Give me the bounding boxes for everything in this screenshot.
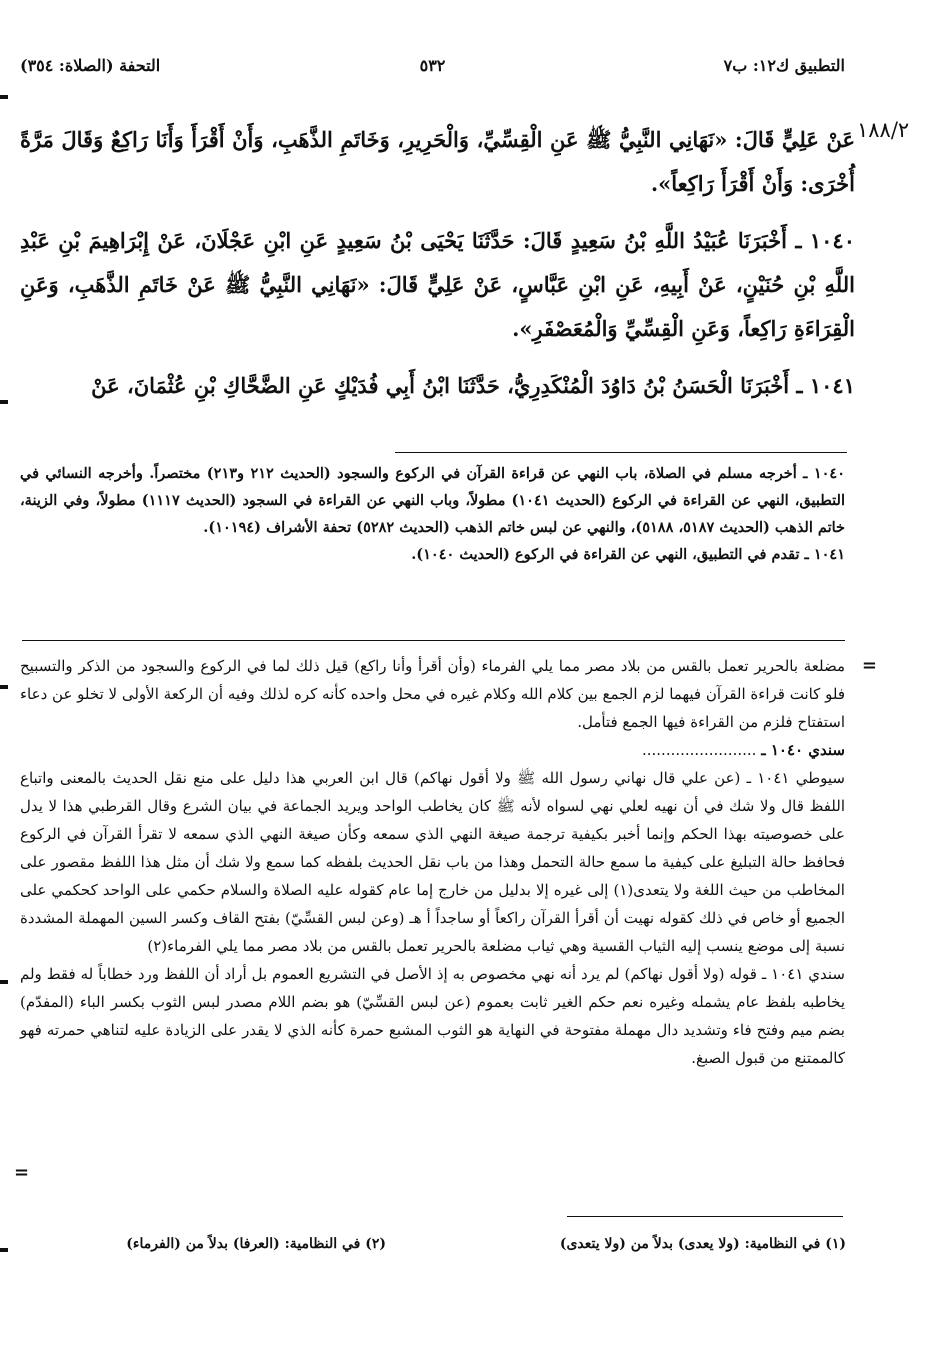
commentary-section [20,652,845,1072]
footnote-1041: ١٠٤١ ـ تقدم في التطبيق، النهي عن القراءة في الركوع (الحديث ١٠٤٠). [411,546,845,563]
continuation-mark: = [861,655,877,676]
textual-notes [20,1236,846,1262]
binding-mark [0,980,8,984]
page-header [20,56,845,86]
binding-mark [0,685,8,689]
divider-notes [567,1216,843,1217]
commentary-sindi-1040 [20,736,845,764]
paragraph-hadith-188: عَنْ عَلِيٍّ قَالَ: «نَهَانِي النَّبِيُّ ﷺ عَنِ الْقِسِّيِّ، وَالْحَرِيرِ، وَخَاتَمِ الذَّهَبِ، وَأَنْ أَقْرَأَ وَأَنَا رَاكِعٌ وَقَالَ مَرَّةً أُخْرَى: وَأَنْ أَقْرَأَ رَاكِعاً». [20,127,855,196]
note-2: (٢) في النظامية: (العرفا) بدلاً من (الفرماء) [126,1236,386,1252]
header-reference: التحفة (الصلاة: ٣٥٤) [20,56,161,75]
commentary-continued: مضلعة بالحرير تعمل بالقس من بلاد مصر مما يلي الفرماء (وأن أقرأ وأنا راكع) قيل ذلك لما في الركوع والسجود من الذكر والتسبيح فلو كانت قراءة القرآن فيهما لزم الجمع بين كلام الله وكلام غيره في محل واحده كأنه كره لذلك وفيه أن الركعة الأولى لا تخلو عن دعاء استفتاح فلزم من القراءة فيها الجمع فتأمل. [20,657,845,731]
binding-mark [0,1248,8,1252]
continuation-mark-bottom: = [14,1162,30,1183]
divider-footnotes [395,452,847,453]
commentary-sindi-1041: سندي ١٠٤١ ـ قوله (ولا أقول نهاكم) لم يرد أنه نهي مخصوص به إذ الأصل في التشريع العموم بل أراد أن اللفظ ورد خطاباً له فقط ولم يخاطبه بلفظ عام يشمله وغيره نعم حكم الغير ثابت بعموم (عن لبس القسِّيّ) هو بضم اللام مصدر لبس الثوب بكسر الباء (المفدّم) بضم ميم وفتح فاء وتشديد دال مهملة مفتوحة في النهاية هو الثوب المشبع حمرة كأنه الذي لا يقدر على الزيادة عليه لتناهي حمرته فهو كالممتنع من قبول الصبغ. [20,965,845,1067]
main-text [20,118,855,421]
commentary-suyuti-1041: سيوطي ١٠٤١ ـ (عن علي قال نهاني رسول الله ﷺ ولا أقول نهاكم) قال ابن العربي هذا دليل على منع نقل الحديث بالمعنى واتباع اللفظ قال ولا شك في أن نهيه لعلي نهي لسواه لأنه ﷺ كان يخاطب الواحد ويريد الجماعة في بيان الشرع وقال القرطبي هذا لا يدل على خصوصيته بهذا الحكم وإنما أخبر بكيفية ترجمة صيغة النهي الذي سمعه وكأن صيغة النهي الذي سمعه لا تقرأ القرآن في الركوع فحافظ حالة التبليغ على كيفية ما سمع حالة التحمل وهذا من باب نقل الحديث بلفظه كما سمع ولا شك أن مثل هذا اللفظ مقصور على المخاطب من حيث اللغة ولا يتعدى(١) إلى غيره إلا بدليل من خارج إما عام كقوله عليه الصلاة والسلام حكمي على الواحد كحكمي على الجميع أو خاص في ذلك كقوله نهيت أن أقرأ القرآن راكعاً أو ساجداً أ هـ (وعن لبس القسِّيّ) بفتح القاف وكسر السين المهملة المشددة نسبة إلى موضع ينسب إليه الثياب القسية وهي ثياب مضلعة بالحرير تعمل بالقس من بلاد مصر مما يلي الفرماء(٢) [20,769,845,955]
paragraph-hadith-1040: ١٠٤٠ ـ أَخْبَرَنَا عُبَيْدُ اللَّهِ بْنُ سَعِيدٍ قَالَ: حَدَّثَنَا يَحْيَى بْنُ سَعِيدٍ عَنِ ابْنِ عَجْلَانَ، عَنْ إِبْرَاهِيمَ بْنِ عَبْدِ اللَّهِ بْنِ حُنَيْنٍ، عَنْ أَبِيهِ، عَنِ ابْنِ عَبَّاسٍ، عَنْ عَلِيٍّ قَالَ: «نَهَانِي النَّبِيُّ ﷺ عَنْ خَاتَمِ الذَّهَبِ، وَعَنِ الْقِرَاءَةِ رَاكِعاً، وَعَنِ الْقِسِّيِّ وَالْمُعَصْفَرِ». [20,228,855,341]
page-number: ٥٣٢ [419,56,446,75]
dotted-leader: ........................ [641,741,757,759]
note-1: (١) في النظامية: (ولا يعدى) بدلاً من (ولا يتعدى) [559,1236,846,1252]
takhrij-footnotes [20,460,845,568]
binding-mark [0,95,8,99]
header-chapter: التطبيق ك١٢: ب٧ [723,56,845,75]
sindi-1040-label: سندي ١٠٤٠ ـ [761,741,845,759]
hadith-number: ١٨٨/٢ [857,118,910,142]
binding-mark [0,400,8,404]
paragraph-hadith-1041: ١٠٤١ ـ أَخْبَرَنَا الْحَسَنُ بْنُ دَاوُدَ الْمُنْكَدِرِيُّ، حَدَّثَنَا ابْنُ أَبِي فُدَيْكٍ عَنِ الضَّحَّاكِ بْنِ عُثْمَانَ، عَنْ [91,373,855,398]
divider-commentary [22,640,845,641]
footnote-1040: ١٠٤٠ ـ أخرجه مسلم في الصلاة، باب النهي عن قراءة القرآن في الركوع والسجود (الحديث ٢١٢ و٢١٣) مختصراً. وأخرجه النسائي في التطبيق، النهي عن القراءة في الركوع (الحديث ١٠٤١) مطولاً، وباب النهي عن القراءة في السجود (الحديث ١١١٧) مطولاً، وفي الزينة، خاتم الذهب (الحديث ٥١٨٧، ٥١٨٨)، والنهي عن لبس خاتم الذهب (الحديث ٥٢٨٢) تحفة الأشراف (١٠١٩٤). [20,465,845,536]
